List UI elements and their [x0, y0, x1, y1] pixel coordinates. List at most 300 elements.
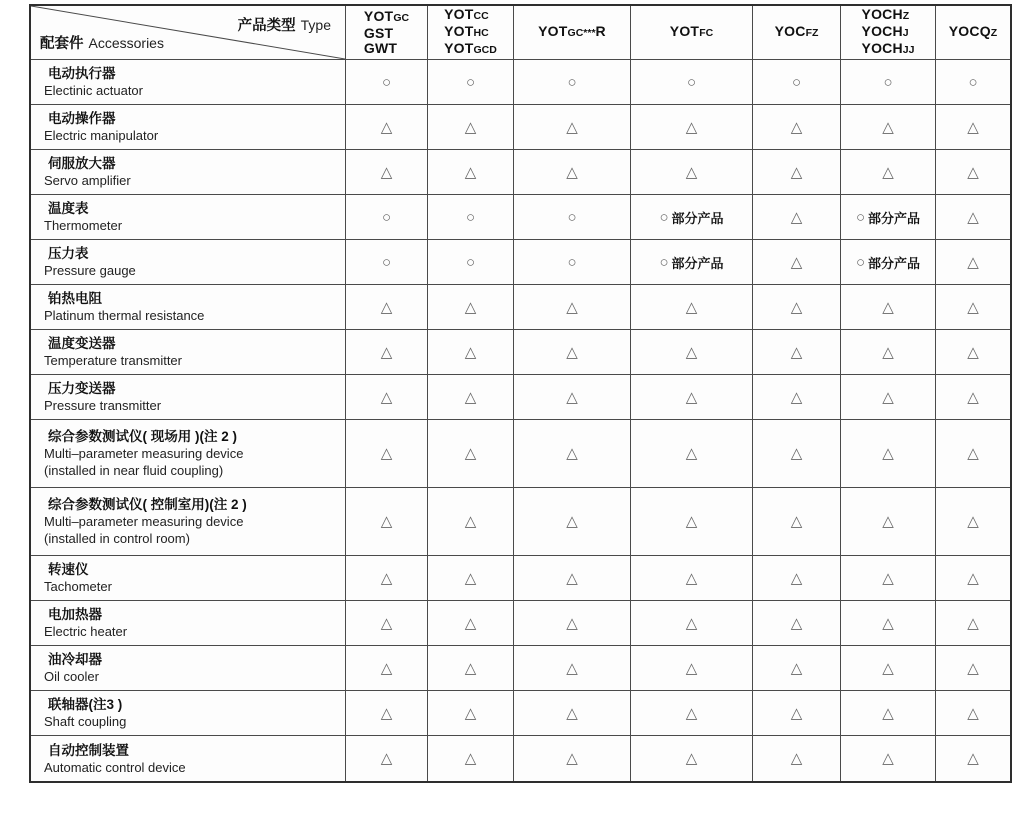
- triangle-symbol: △: [566, 388, 578, 406]
- circle-symbol: ○: [855, 253, 866, 271]
- symbol-cell: [631, 105, 753, 149]
- row-label-en: Temperature transmitter: [44, 353, 182, 368]
- triangle-symbol: △: [790, 513, 803, 530]
- triangle-symbol: △: [882, 569, 894, 587]
- model-suffix: GC: [393, 12, 410, 24]
- row-label-zh: 综合参数测试仪( 控制室用)(注 2 ): [48, 497, 247, 512]
- table-row: [31, 736, 1010, 781]
- triangle-symbol: △: [380, 163, 393, 181]
- triangle-symbol: △: [566, 343, 578, 361]
- row-label-en: Multi–parameter measuring device: [44, 446, 244, 461]
- symbol-cell: [753, 375, 841, 419]
- triangle-symbol: △: [790, 704, 803, 722]
- triangle-symbol: △: [464, 704, 477, 722]
- row-label-cell: [31, 556, 346, 600]
- triangle-symbol: △: [967, 569, 979, 587]
- model-base: YOT: [669, 23, 700, 39]
- symbol-cell: [346, 60, 428, 104]
- circle-symbol: ○: [465, 253, 476, 271]
- symbol-cell: [936, 601, 1010, 645]
- triangle-symbol: △: [967, 253, 979, 271]
- model-suffix: ***: [583, 27, 596, 39]
- triangle-symbol: △: [566, 704, 578, 722]
- triangle-symbol: △: [380, 343, 393, 361]
- symbol-cell: [346, 195, 428, 239]
- model-suffix: FZ: [805, 27, 819, 39]
- symbol-cell: [346, 285, 428, 329]
- symbol-cell: [753, 691, 841, 735]
- symbol-cell: [346, 601, 428, 645]
- symbol-cell: [753, 60, 841, 104]
- row-label-zh: 伺服放大器: [48, 156, 116, 171]
- row-label-zh: 压力变送器: [48, 381, 116, 396]
- row-label-cell: [31, 375, 346, 419]
- column-header-text: [670, 24, 713, 41]
- symbol-cell: [428, 375, 514, 419]
- triangle-symbol: △: [967, 659, 979, 677]
- symbol-cell: [631, 150, 753, 194]
- model-suffix: Z: [990, 27, 998, 39]
- triangle-symbol: △: [464, 388, 477, 406]
- symbol-cell: [936, 375, 1010, 419]
- symbol-cell: [753, 105, 841, 149]
- triangle-symbol: △: [790, 298, 803, 316]
- symbol-cell: [514, 556, 631, 600]
- row-label-zh: 铂热电阻: [48, 291, 102, 306]
- symbol-cell: [346, 646, 428, 690]
- triangle-symbol: △: [464, 569, 477, 587]
- circle-symbol: ○: [465, 208, 476, 226]
- triangle-symbol: △: [566, 614, 578, 632]
- triangle-symbol: △: [882, 388, 894, 406]
- triangle-symbol: △: [380, 388, 393, 406]
- triangle-symbol: △: [790, 163, 803, 181]
- symbol-cell: [346, 736, 428, 781]
- circle-symbol: ○: [968, 73, 978, 91]
- row-label-en: Electric manipulator: [44, 128, 159, 143]
- table-row: [31, 556, 1010, 601]
- symbol-cell: [631, 330, 753, 374]
- triangle-symbol: △: [882, 659, 894, 677]
- column-header-line: [444, 24, 497, 41]
- triangle-symbol: △: [464, 298, 477, 316]
- column-header: [936, 6, 1010, 59]
- symbol-cell: [841, 60, 936, 104]
- symbol-cell: [346, 488, 428, 555]
- row-label-en: Pressure gauge: [44, 263, 136, 278]
- symbol-cell: [346, 105, 428, 149]
- model-suffix: JJ: [902, 44, 915, 56]
- triangle-symbol: △: [967, 163, 979, 181]
- accessories-en: Accessories: [88, 35, 164, 51]
- symbol-cell: [936, 556, 1010, 600]
- triangle-symbol: △: [790, 569, 803, 587]
- symbol-cell: [631, 691, 753, 735]
- symbol-cell: [753, 285, 841, 329]
- column-header-text: [444, 7, 497, 58]
- column-header: [514, 6, 631, 59]
- triangle-symbol: △: [464, 445, 477, 462]
- product-type-en: Type: [300, 17, 331, 33]
- accessories-zh: 配套件: [40, 36, 84, 52]
- triangle-symbol: △: [967, 118, 979, 136]
- row-label-cell: [31, 488, 346, 555]
- symbol-cell: [514, 601, 631, 645]
- symbol-cell: [514, 736, 631, 781]
- table-row: [31, 240, 1010, 285]
- symbol-cell: [631, 601, 753, 645]
- row-label-cell: [31, 736, 346, 781]
- triangle-symbol: △: [566, 513, 578, 530]
- row-label-en: Automatic control device: [44, 759, 186, 775]
- symbol-cell: [936, 691, 1010, 735]
- column-header: [428, 6, 514, 59]
- accessories-compatibility-table: [29, 4, 1012, 783]
- row-label-en: Shaft coupling: [44, 714, 127, 729]
- triangle-symbol: △: [967, 445, 979, 462]
- triangle-symbol: △: [685, 445, 698, 462]
- triangle-symbol: △: [967, 513, 979, 530]
- symbol-cell: [841, 240, 936, 284]
- model-base: R: [595, 23, 606, 39]
- symbol-cell: [936, 195, 1010, 239]
- symbol-cell: [841, 420, 936, 487]
- symbol-cell: [428, 330, 514, 374]
- triangle-symbol: △: [685, 659, 698, 677]
- triangle-symbol: △: [882, 343, 894, 361]
- triangle-symbol: △: [464, 614, 477, 632]
- triangle-symbol: △: [790, 659, 803, 677]
- symbol-cell: [514, 646, 631, 690]
- symbol-cell: [936, 150, 1010, 194]
- triangle-symbol: △: [566, 118, 578, 136]
- triangle-symbol: △: [464, 163, 477, 181]
- symbol-cell: [841, 736, 936, 781]
- symbol-cell: [753, 330, 841, 374]
- symbol-cell: [841, 691, 936, 735]
- symbol-cell: [428, 60, 514, 104]
- triangle-symbol: △: [882, 704, 894, 722]
- column-header-text: [949, 24, 997, 41]
- row-label-cell: [31, 60, 346, 104]
- column-header-line: [862, 7, 915, 24]
- triangle-symbol: △: [790, 208, 803, 226]
- symbol-cell: [841, 646, 936, 690]
- table-row: [31, 646, 1010, 691]
- triangle-symbol: △: [380, 569, 393, 587]
- row-label-en: (installed in control room): [44, 531, 190, 546]
- triangle-symbol: △: [882, 118, 894, 136]
- corner-cell: [31, 6, 346, 59]
- symbol-cell: [428, 150, 514, 194]
- triangle-symbol: △: [685, 614, 698, 632]
- row-label-zh: 温度变送器: [48, 336, 116, 351]
- column-header-line: [364, 9, 409, 26]
- triangle-symbol: △: [380, 704, 393, 722]
- table-row: [31, 330, 1010, 375]
- triangle-symbol: △: [380, 445, 393, 462]
- triangle-symbol: △: [882, 614, 894, 632]
- column-header: [631, 6, 753, 59]
- triangle-symbol: △: [967, 704, 979, 722]
- symbol-cell: [514, 60, 631, 104]
- triangle-symbol: △: [380, 513, 393, 530]
- triangle-symbol: △: [566, 569, 578, 587]
- symbol-cell: [631, 195, 753, 239]
- symbol-cell: [936, 60, 1010, 104]
- triangle-symbol: △: [685, 513, 698, 530]
- triangle-symbol: △: [566, 445, 578, 462]
- row-label-zh: 压力表: [48, 246, 89, 261]
- triangle-symbol: △: [566, 298, 578, 316]
- symbol-cell: [428, 240, 514, 284]
- triangle-symbol: △: [685, 569, 698, 587]
- triangle-symbol: △: [967, 343, 979, 361]
- symbol-cell: [841, 375, 936, 419]
- row-label-en: Pressure transmitter: [44, 398, 162, 413]
- symbol-cell: [753, 240, 841, 284]
- symbol-cell: [631, 375, 753, 419]
- symbol-cell: [936, 285, 1010, 329]
- circle-symbol: ○: [567, 253, 577, 271]
- model-suffix: FC: [699, 27, 714, 39]
- row-label-en: Oil cooler: [44, 669, 99, 684]
- model-base: YOT: [444, 6, 474, 22]
- symbol-cell: [428, 691, 514, 735]
- symbol-cell: [631, 646, 753, 690]
- row-label-cell: [31, 420, 346, 487]
- symbol-cell: [631, 240, 753, 284]
- table-row: [31, 60, 1010, 105]
- row-label-zh: 转速仪: [48, 562, 89, 577]
- symbol-cell: [753, 646, 841, 690]
- symbol-cell: [631, 60, 753, 104]
- symbol-cell: [841, 556, 936, 600]
- model-suffix: GC: [567, 27, 584, 39]
- row-label-cell: [31, 105, 346, 149]
- column-header-line: [862, 41, 915, 58]
- symbol-cell: [428, 420, 514, 487]
- column-header-text: [862, 7, 915, 58]
- row-label-cell: [31, 601, 346, 645]
- triangle-symbol: △: [685, 704, 698, 722]
- row-label-en: Electinic actuator: [44, 83, 143, 98]
- partial-products-label: 部分产品: [671, 255, 724, 271]
- model-base: YOCH: [861, 6, 903, 22]
- row-label-zh: 自动控制装置: [48, 742, 129, 758]
- table-row: [31, 375, 1010, 420]
- column-header: [346, 6, 428, 59]
- triangle-symbol: △: [882, 513, 894, 530]
- model-suffix: CC: [473, 10, 489, 22]
- table-row: [31, 691, 1010, 736]
- product-type-label: [238, 14, 331, 35]
- row-label-zh: 电加热器: [48, 607, 102, 622]
- row-label-en: Tachometer: [44, 579, 112, 594]
- row-label-zh: 电动执行器: [48, 66, 116, 81]
- column-header-line: [949, 24, 997, 41]
- column-header-line: [364, 41, 409, 56]
- triangle-symbol: △: [685, 343, 698, 361]
- symbol-cell: [514, 375, 631, 419]
- row-label-zh: 油冷却器: [48, 652, 102, 667]
- triangle-symbol: △: [464, 513, 477, 530]
- circle-symbol: ○: [883, 73, 893, 91]
- circle-symbol: ○: [567, 208, 577, 226]
- table-row: [31, 601, 1010, 646]
- symbol-cell: [936, 105, 1010, 149]
- symbol-cell: [514, 420, 631, 487]
- row-label-cell: [31, 240, 346, 284]
- row-label-cell: [31, 691, 346, 735]
- circle-symbol: ○: [659, 253, 669, 271]
- symbol-cell: [841, 601, 936, 645]
- accessories-label: [40, 32, 164, 53]
- model-suffix: J: [902, 27, 909, 39]
- circle-symbol: ○: [686, 73, 697, 91]
- symbol-cell: [346, 240, 428, 284]
- row-label-zh: 综合参数测试仪( 现场用 )(注 2 ): [48, 429, 237, 444]
- symbol-cell: [936, 646, 1010, 690]
- column-header-line: [775, 24, 819, 41]
- symbol-cell: [631, 736, 753, 781]
- symbol-cell: [428, 488, 514, 555]
- row-label-zh: 联轴器(注3 ): [48, 697, 123, 712]
- table-row: [31, 195, 1010, 240]
- row-label-en: Multi–parameter measuring device: [44, 514, 244, 529]
- triangle-symbol: △: [882, 163, 894, 181]
- symbol-cell: [514, 150, 631, 194]
- circle-symbol: ○: [659, 208, 669, 226]
- row-label-en: Servo amplifier: [44, 173, 131, 188]
- symbol-cell: [936, 736, 1010, 781]
- symbol-cell: [753, 556, 841, 600]
- circle-symbol: ○: [465, 73, 476, 91]
- triangle-symbol: △: [464, 750, 477, 767]
- product-type-zh: 产品类型: [237, 18, 296, 34]
- table-row: [31, 285, 1010, 330]
- symbol-cell: [346, 330, 428, 374]
- symbol-cell: [936, 330, 1010, 374]
- symbol-cell: [753, 736, 841, 781]
- model-base: YOT: [538, 23, 568, 39]
- triangle-symbol: △: [380, 298, 393, 316]
- row-label-en: Thermometer: [44, 218, 123, 233]
- triangle-symbol: △: [967, 750, 979, 767]
- circle-symbol: ○: [791, 73, 802, 91]
- triangle-symbol: △: [685, 163, 698, 181]
- circle-symbol: ○: [855, 208, 866, 226]
- triangle-symbol: △: [967, 614, 979, 632]
- symbol-cell: [631, 285, 753, 329]
- row-label-cell: [31, 150, 346, 194]
- symbol-cell: [428, 195, 514, 239]
- symbol-cell: [514, 105, 631, 149]
- triangle-symbol: △: [967, 388, 979, 406]
- symbol-cell: [428, 105, 514, 149]
- symbol-cell: [514, 691, 631, 735]
- symbol-cell: [631, 488, 753, 555]
- row-label-cell: [31, 330, 346, 374]
- symbol-cell: [631, 556, 753, 600]
- triangle-symbol: △: [566, 750, 578, 767]
- triangle-symbol: △: [685, 118, 698, 136]
- symbol-cell: [514, 330, 631, 374]
- symbol-cell: [936, 420, 1010, 487]
- triangle-symbol: △: [790, 445, 803, 462]
- triangle-symbol: △: [464, 343, 477, 361]
- model-base: GWT: [363, 40, 398, 56]
- row-label-en: Platinum thermal resistance: [44, 308, 205, 323]
- triangle-symbol: △: [790, 388, 803, 406]
- symbol-cell: [631, 420, 753, 487]
- triangle-symbol: △: [380, 750, 393, 767]
- column-header-line: [670, 24, 713, 41]
- column-header-line: [444, 41, 497, 58]
- triangle-symbol: △: [967, 298, 979, 316]
- model-base: YOT: [444, 40, 474, 56]
- model-base: YOCH: [861, 40, 903, 56]
- row-label-cell: [31, 195, 346, 239]
- model-suffix: GCD: [473, 44, 497, 56]
- symbol-cell: [753, 150, 841, 194]
- triangle-symbol: △: [790, 750, 803, 767]
- symbol-cell: [753, 488, 841, 555]
- symbol-cell: [346, 691, 428, 735]
- circle-symbol: ○: [381, 73, 392, 91]
- symbol-cell: [346, 375, 428, 419]
- row-label-cell: [31, 285, 346, 329]
- model-base: YOCQ: [948, 23, 991, 39]
- triangle-symbol: △: [790, 253, 803, 271]
- table-row: [31, 420, 1010, 488]
- triangle-symbol: △: [685, 388, 698, 406]
- symbol-cell: [514, 488, 631, 555]
- header-row: [31, 6, 1010, 60]
- column-header: [753, 6, 841, 59]
- symbol-cell: [346, 420, 428, 487]
- triangle-symbol: △: [380, 614, 393, 632]
- symbol-cell: [514, 285, 631, 329]
- triangle-symbol: △: [380, 659, 393, 677]
- symbol-cell: [841, 195, 936, 239]
- table-row: [31, 488, 1010, 556]
- row-label-zh: 电动操作器: [48, 111, 116, 126]
- model-base: YOT: [444, 23, 474, 39]
- circle-symbol: ○: [381, 208, 392, 226]
- symbol-cell: [753, 195, 841, 239]
- symbol-cell: [428, 601, 514, 645]
- triangle-symbol: △: [790, 118, 803, 136]
- column-header-line: [538, 24, 606, 41]
- triangle-symbol: △: [566, 163, 578, 181]
- column-header-text: [364, 9, 409, 56]
- triangle-symbol: △: [882, 750, 894, 767]
- row-label-cell: [31, 646, 346, 690]
- partial-products-label: 部分产品: [868, 255, 921, 271]
- model-suffix: HC: [473, 27, 489, 39]
- triangle-symbol: △: [790, 343, 803, 361]
- column-header-line: [444, 7, 497, 24]
- symbol-cell: [428, 646, 514, 690]
- symbol-cell: [841, 285, 936, 329]
- model-base: GST: [363, 25, 394, 41]
- table-row: [31, 150, 1010, 195]
- triangle-symbol: △: [464, 659, 477, 677]
- row-label-en: Electric heater: [44, 624, 128, 639]
- symbol-cell: [514, 195, 631, 239]
- symbol-cell: [428, 285, 514, 329]
